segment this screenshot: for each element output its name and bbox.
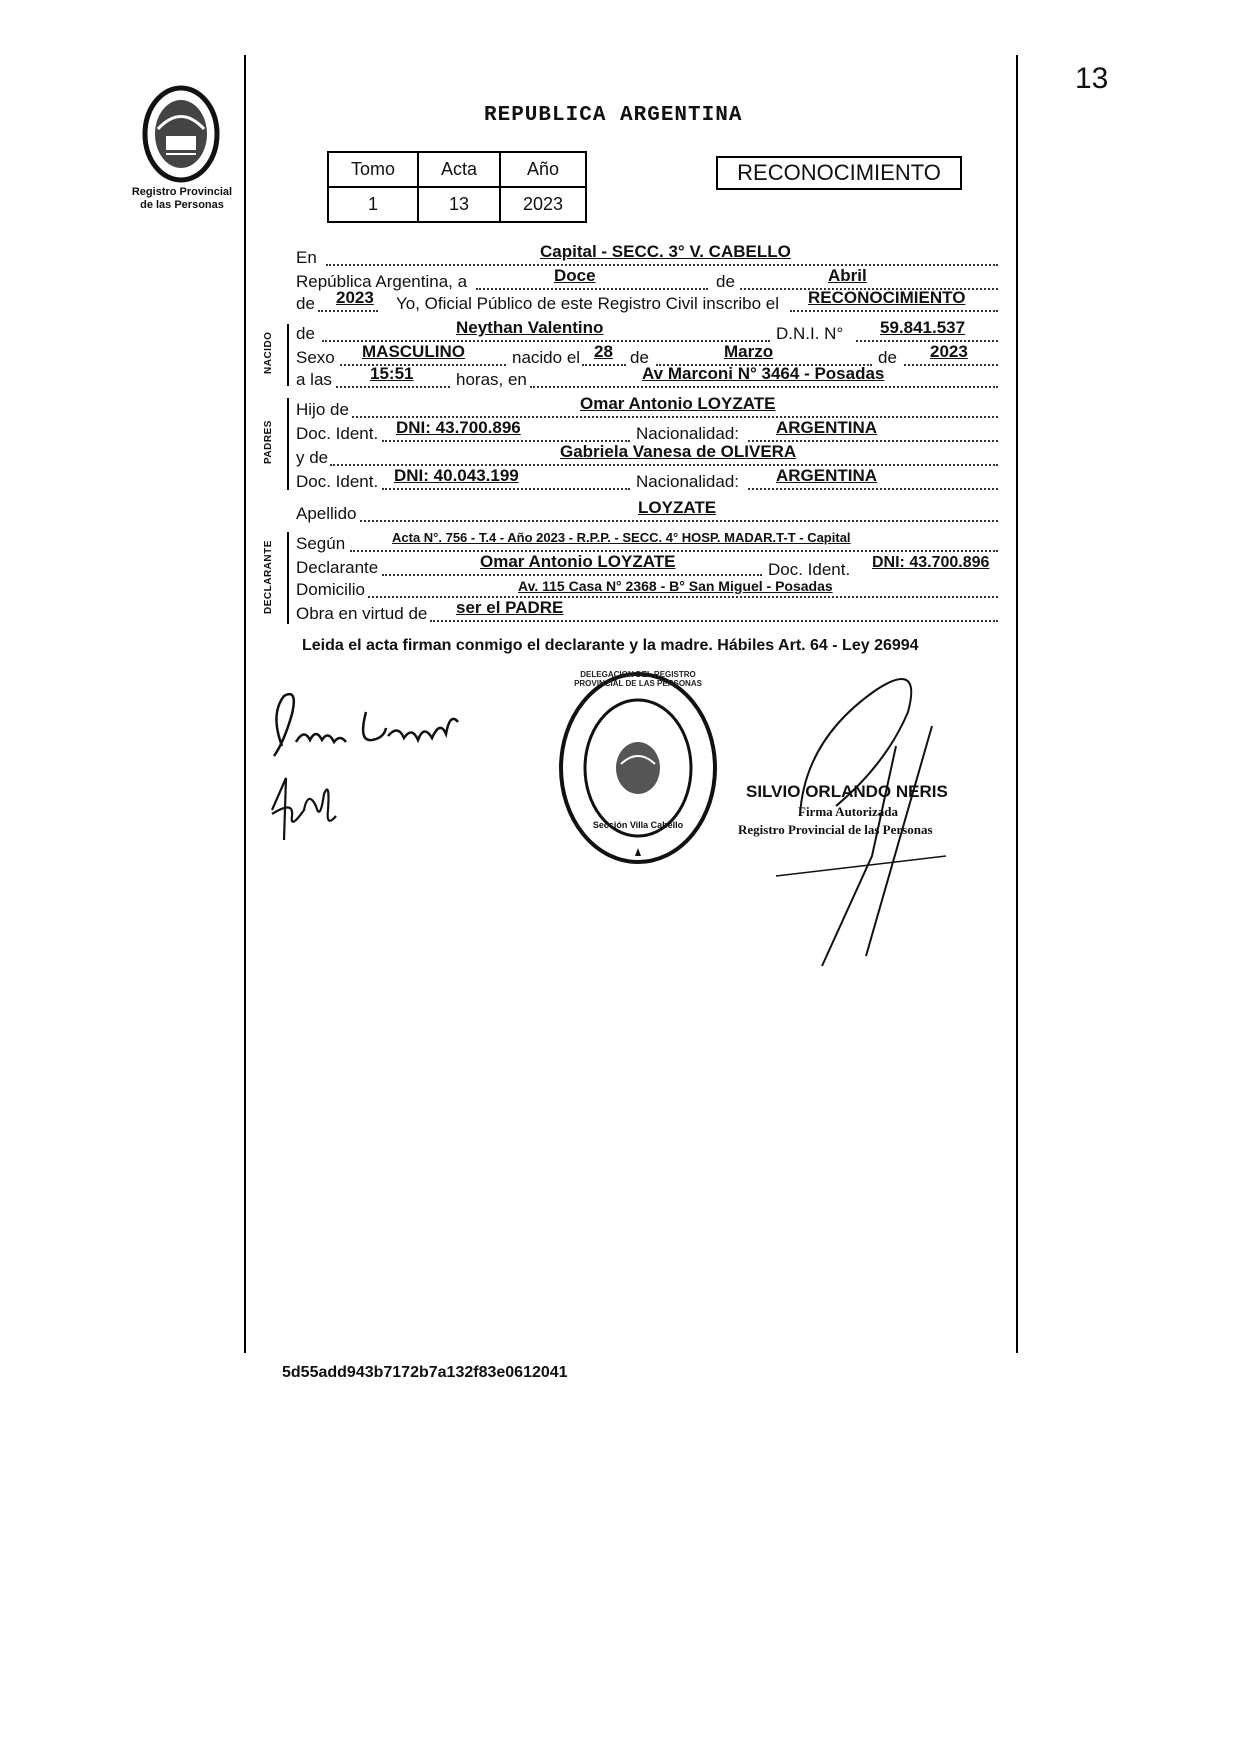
dotted-line [382, 574, 762, 576]
section-bracket-declarante [287, 532, 289, 624]
en-value: Capital - SECC. 3° V. CABELLO [540, 242, 791, 261]
dotted-line [430, 620, 998, 622]
birth-month: Marzo [724, 342, 774, 361]
dotted-line [582, 364, 626, 366]
dotted-line [340, 364, 506, 366]
page-title: REPUBLICA ARGENTINA [484, 104, 743, 127]
document-hash: 5d55add943b7172b7a132f83e0612041 [282, 1364, 568, 1381]
table-cell-tomo: 1 [328, 187, 418, 222]
dotted-line [904, 364, 998, 366]
obra-value: ser el PADRE [456, 598, 564, 617]
a-las-label: a las [296, 370, 332, 389]
dotted-line [360, 520, 998, 522]
dotted-line [318, 310, 378, 312]
record-table [327, 151, 587, 223]
segun-label: Según [296, 534, 346, 553]
table-cell-acta: 13 [418, 187, 500, 222]
father-name: Omar Antonio LOYZATE [580, 394, 776, 413]
nacido-de2-label: de [878, 348, 897, 367]
dotted-line [336, 386, 450, 388]
closing-text: Leida el acta firman conmigo el declarante y la madre. Hábiles Art. 64 - Ley 26994 [302, 637, 919, 654]
nacionalidad-label-1: Nacionalidad: [636, 424, 740, 443]
birth-time: 15:51 [370, 364, 414, 383]
declarant-signature-icon [262, 684, 472, 774]
doc-ident-label-1: Doc. Ident. [296, 424, 379, 443]
officer-role: Firma Autorizada [798, 804, 899, 819]
table-header-anio: Año [500, 152, 586, 187]
declarante-doc-label: Doc. Ident. [768, 560, 851, 579]
nacido-el-label: nacido el [512, 348, 581, 367]
obra-label: Obra en virtud de [296, 604, 428, 623]
day-value: Doce [554, 266, 596, 285]
y-de-label: y de [296, 448, 329, 467]
mother-doc: DNI: 40.043.199 [394, 466, 519, 485]
segun-value: Acta N°. 756 - T.4 - Año 2023 - R.P.P. - SECC. 4° HOSP. MADAR.T-T - Capital [392, 530, 851, 545]
sexo-label: Sexo [296, 348, 335, 367]
domicilio-label: Domicilio [296, 580, 365, 599]
hijo-de-label: Hijo de [296, 400, 349, 419]
year-prefix-label: de [296, 294, 315, 313]
republica-label: República Argentina, a [296, 272, 468, 291]
doc-type-box [716, 156, 962, 190]
table-header-tomo: Tomo [328, 152, 418, 187]
declarante-doc-value: DNI: 43.700.896 [872, 554, 990, 571]
section-label-declarante: DECLARANTE [263, 540, 274, 614]
apellido-label: Apellido [296, 504, 357, 523]
nacido-de1-label: de [630, 348, 649, 367]
doc-type-label: RECONOCIMIENTO [737, 160, 941, 185]
left-margin-line [244, 55, 246, 1353]
dotted-line [382, 488, 630, 490]
section-bracket-nacido [287, 324, 289, 386]
dotted-line [530, 386, 998, 388]
dotted-line [476, 288, 708, 290]
dotted-line [856, 340, 998, 342]
official-stamp-icon [557, 670, 719, 866]
provincial-seal-icon [136, 84, 226, 184]
de-label: de [716, 272, 735, 291]
org-name: Registro Provincial de las Personas [131, 186, 233, 211]
dotted-line [790, 310, 998, 312]
table-header-acta: Acta [418, 152, 500, 187]
month-value: Abril [828, 266, 867, 285]
dotted-line [748, 488, 998, 490]
apellido-value: LOYZATE [638, 498, 717, 517]
table-cell-anio: 2023 [500, 187, 586, 222]
child-name: Neythan Valentino [456, 318, 604, 337]
dotted-line [326, 264, 998, 266]
birth-year: 2023 [930, 342, 968, 361]
declarante-label: Declarante [296, 558, 379, 577]
oficial-text: Yo, Oficial Público de este Registro Civil inscribo el [396, 294, 779, 313]
stamp-inner-text: Sección Villa Cabello [592, 820, 684, 830]
mother-nationality: ARGENTINA [776, 466, 878, 485]
declarante-value: Omar Antonio LOYZATE [480, 552, 676, 571]
child-dni: 59.841.537 [880, 318, 966, 337]
officer-org: Registro Provincial de las Personas [738, 822, 933, 837]
birth-day: 28 [594, 342, 613, 361]
father-doc: DNI: 43.700.896 [396, 418, 521, 437]
year-value: 2023 [336, 288, 374, 307]
stamp-outer-text: DELEGACION DEL REGISTRO PROVINCIAL DE LAS PERSONAS [574, 670, 702, 688]
father-nationality: ARGENTINA [776, 418, 878, 437]
right-margin-line [1016, 55, 1018, 1353]
horas-label: horas, en [456, 370, 527, 389]
section-label-nacido: NACIDO [263, 331, 274, 374]
domicilio-value: Av. 115 Casa N° 2368 - B° San Miguel - Posadas [518, 578, 833, 594]
sexo-value: MASCULINO [362, 342, 465, 361]
en-label: En [296, 248, 317, 267]
doc-ident-label-2: Doc. Ident. [296, 472, 379, 491]
section-bracket-padres [287, 398, 289, 490]
section-label-padres: PADRES [263, 420, 274, 464]
dni-label: D.N.I. N° [776, 324, 844, 343]
nacionalidad-label-2: Nacionalidad: [636, 472, 740, 491]
act-value: RECONOCIMIENTO [808, 288, 966, 307]
officer-name: SILVIO ORLANDO NERIS [746, 782, 948, 801]
mother-signature-icon [264, 770, 354, 850]
birth-place: Av Marconi N° 3464 - Posadas [642, 364, 885, 383]
nacido-de-label: de [296, 324, 315, 343]
page-number: 13 [1075, 62, 1109, 95]
mother-name: Gabriela Vanesa de OLIVERA [560, 442, 797, 461]
